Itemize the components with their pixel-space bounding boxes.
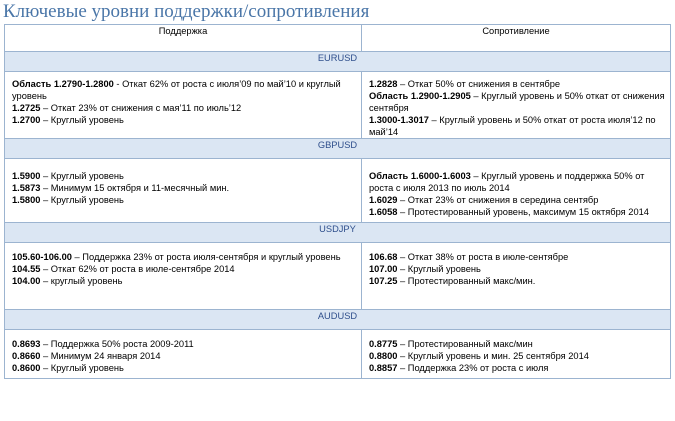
resistance-cell (362, 330, 671, 379)
column-header-resistance: Сопротивление (362, 25, 671, 52)
levels-row (5, 243, 671, 310)
resistance-cell (362, 243, 671, 310)
level-description: – Откат 23% от снижения с мая’11 по июль’12 (40, 103, 242, 113)
level-value: 104.55 (12, 264, 41, 274)
support-cell (5, 72, 362, 139)
level-line (369, 114, 665, 138)
pair-name-eurusd: EURUSD (5, 52, 671, 72)
level-line (369, 170, 665, 194)
page-title: Ключевые уровни поддержки/сопротивления (3, 1, 370, 22)
level-line (12, 194, 356, 206)
level-line (369, 263, 665, 275)
level-line (369, 78, 665, 90)
level-value: 0.8660 (12, 351, 41, 361)
levels-row (5, 159, 671, 223)
pair-name-usdjpy: USDJPY (5, 223, 671, 243)
level-description: – Круглый уровень и 50% откат от роста июля’12 по май’14 (369, 115, 656, 137)
level-line (369, 90, 665, 114)
level-value: 1.5900 (12, 171, 41, 181)
level-description: – Круглый уровень (40, 195, 124, 205)
level-line (12, 170, 356, 182)
resistance-cell (362, 72, 671, 139)
level-line (12, 275, 356, 287)
level-value: 1.2725 (12, 103, 41, 113)
levels-row (5, 330, 671, 379)
level-description: - Откат 62% от роста с июля’09 по май’10 и круглый уровень (12, 79, 341, 101)
level-value: 1.6058 (369, 207, 398, 217)
level-description: – Круглый уровень (40, 363, 124, 373)
level-line (369, 251, 665, 263)
level-line (12, 114, 356, 126)
level-description: – Протестированный макс/мин. (397, 276, 536, 286)
level-line (369, 194, 665, 206)
level-value: 107.00 (369, 264, 398, 274)
level-value: 0.8693 (12, 339, 41, 349)
resistance-cell (362, 159, 671, 223)
table-header-row (5, 25, 671, 52)
level-line (12, 263, 356, 275)
level-line (12, 251, 356, 263)
support-cell (5, 243, 362, 310)
level-line (12, 182, 356, 194)
level-value: 0.8600 (12, 363, 41, 373)
level-line (369, 338, 665, 350)
pair-name-audusd: AUDUSD (5, 310, 671, 330)
level-value: 0.8857 (369, 363, 398, 373)
level-line (369, 350, 665, 362)
level-value: Область 1.2790-1.2800 (12, 79, 114, 89)
level-description: – Минимум 15 октября и 11-месячный мин. (40, 183, 230, 193)
support-cell (5, 159, 362, 223)
pair-name-gbpusd: GBPUSD (5, 139, 671, 159)
level-description: – Откат 62% от роста в июле-сентябре 2014 (40, 264, 235, 274)
level-value: 105.60-106.00 (12, 252, 72, 262)
levels-table (4, 24, 671, 379)
pair-header-row (5, 310, 671, 330)
level-description: – Откат 23% от снижения в середина сентябр (397, 195, 599, 205)
column-header-support: Поддержка (5, 25, 362, 52)
level-line (12, 102, 356, 114)
levels-row (5, 72, 671, 139)
level-description: – Круглый уровень и мин. 25 сентября 2014 (397, 351, 589, 361)
pair-header-row (5, 223, 671, 243)
level-description: – Круглый уровень (40, 171, 124, 181)
level-description: – Поддержка 23% от роста июля-сентября и круглый уровень (71, 252, 341, 262)
level-value: 1.6029 (369, 195, 398, 205)
level-value: 1.2828 (369, 79, 398, 89)
level-value: 1.2700 (12, 115, 41, 125)
level-description: – круглый уровень (40, 276, 123, 286)
level-value: 104.00 (12, 276, 41, 286)
level-value: Область 1.6000-1.6003 (369, 171, 471, 181)
level-value: 1.5873 (12, 183, 41, 193)
level-description: – Поддержка 23% от роста с июля (397, 363, 549, 373)
level-value: 1.5800 (12, 195, 41, 205)
level-value: 0.8775 (369, 339, 398, 349)
level-value: 106.68 (369, 252, 398, 262)
pair-header-row (5, 139, 671, 159)
level-line (369, 275, 665, 287)
level-description: – Поддержка 50% роста 2009-2011 (40, 339, 194, 349)
level-line (369, 206, 665, 218)
level-description: – Откат 50% от снижения в сентябре (397, 79, 561, 89)
level-description: – Круглый уровень (40, 115, 124, 125)
level-description: – Протестированный макс/мин (397, 339, 533, 349)
level-description: – Минимум 24 января 2014 (40, 351, 161, 361)
level-line (12, 78, 356, 102)
level-value: Область 1.2900-1.2905 (369, 91, 471, 101)
level-description: – Круглый уровень и 50% откат от снижения сентября (369, 91, 665, 113)
level-value: 0.8800 (369, 351, 398, 361)
level-line (12, 362, 356, 374)
level-value: 107.25 (369, 276, 398, 286)
level-description: – Откат 38% от роста в июле-сентябре (397, 252, 569, 262)
level-description: – Круглый уровень (397, 264, 481, 274)
level-description: – Протестированный уровень, максимум 15 октября 2014 (397, 207, 649, 217)
level-line (12, 338, 356, 350)
level-line (369, 362, 665, 374)
level-line (12, 350, 356, 362)
level-description: – Круглый уровень и поддержка 50% от роста с июля 2013 по июль 2014 (369, 171, 645, 193)
level-value: 1.3000-1.3017 (369, 115, 429, 125)
pair-header-row (5, 52, 671, 72)
support-cell (5, 330, 362, 379)
